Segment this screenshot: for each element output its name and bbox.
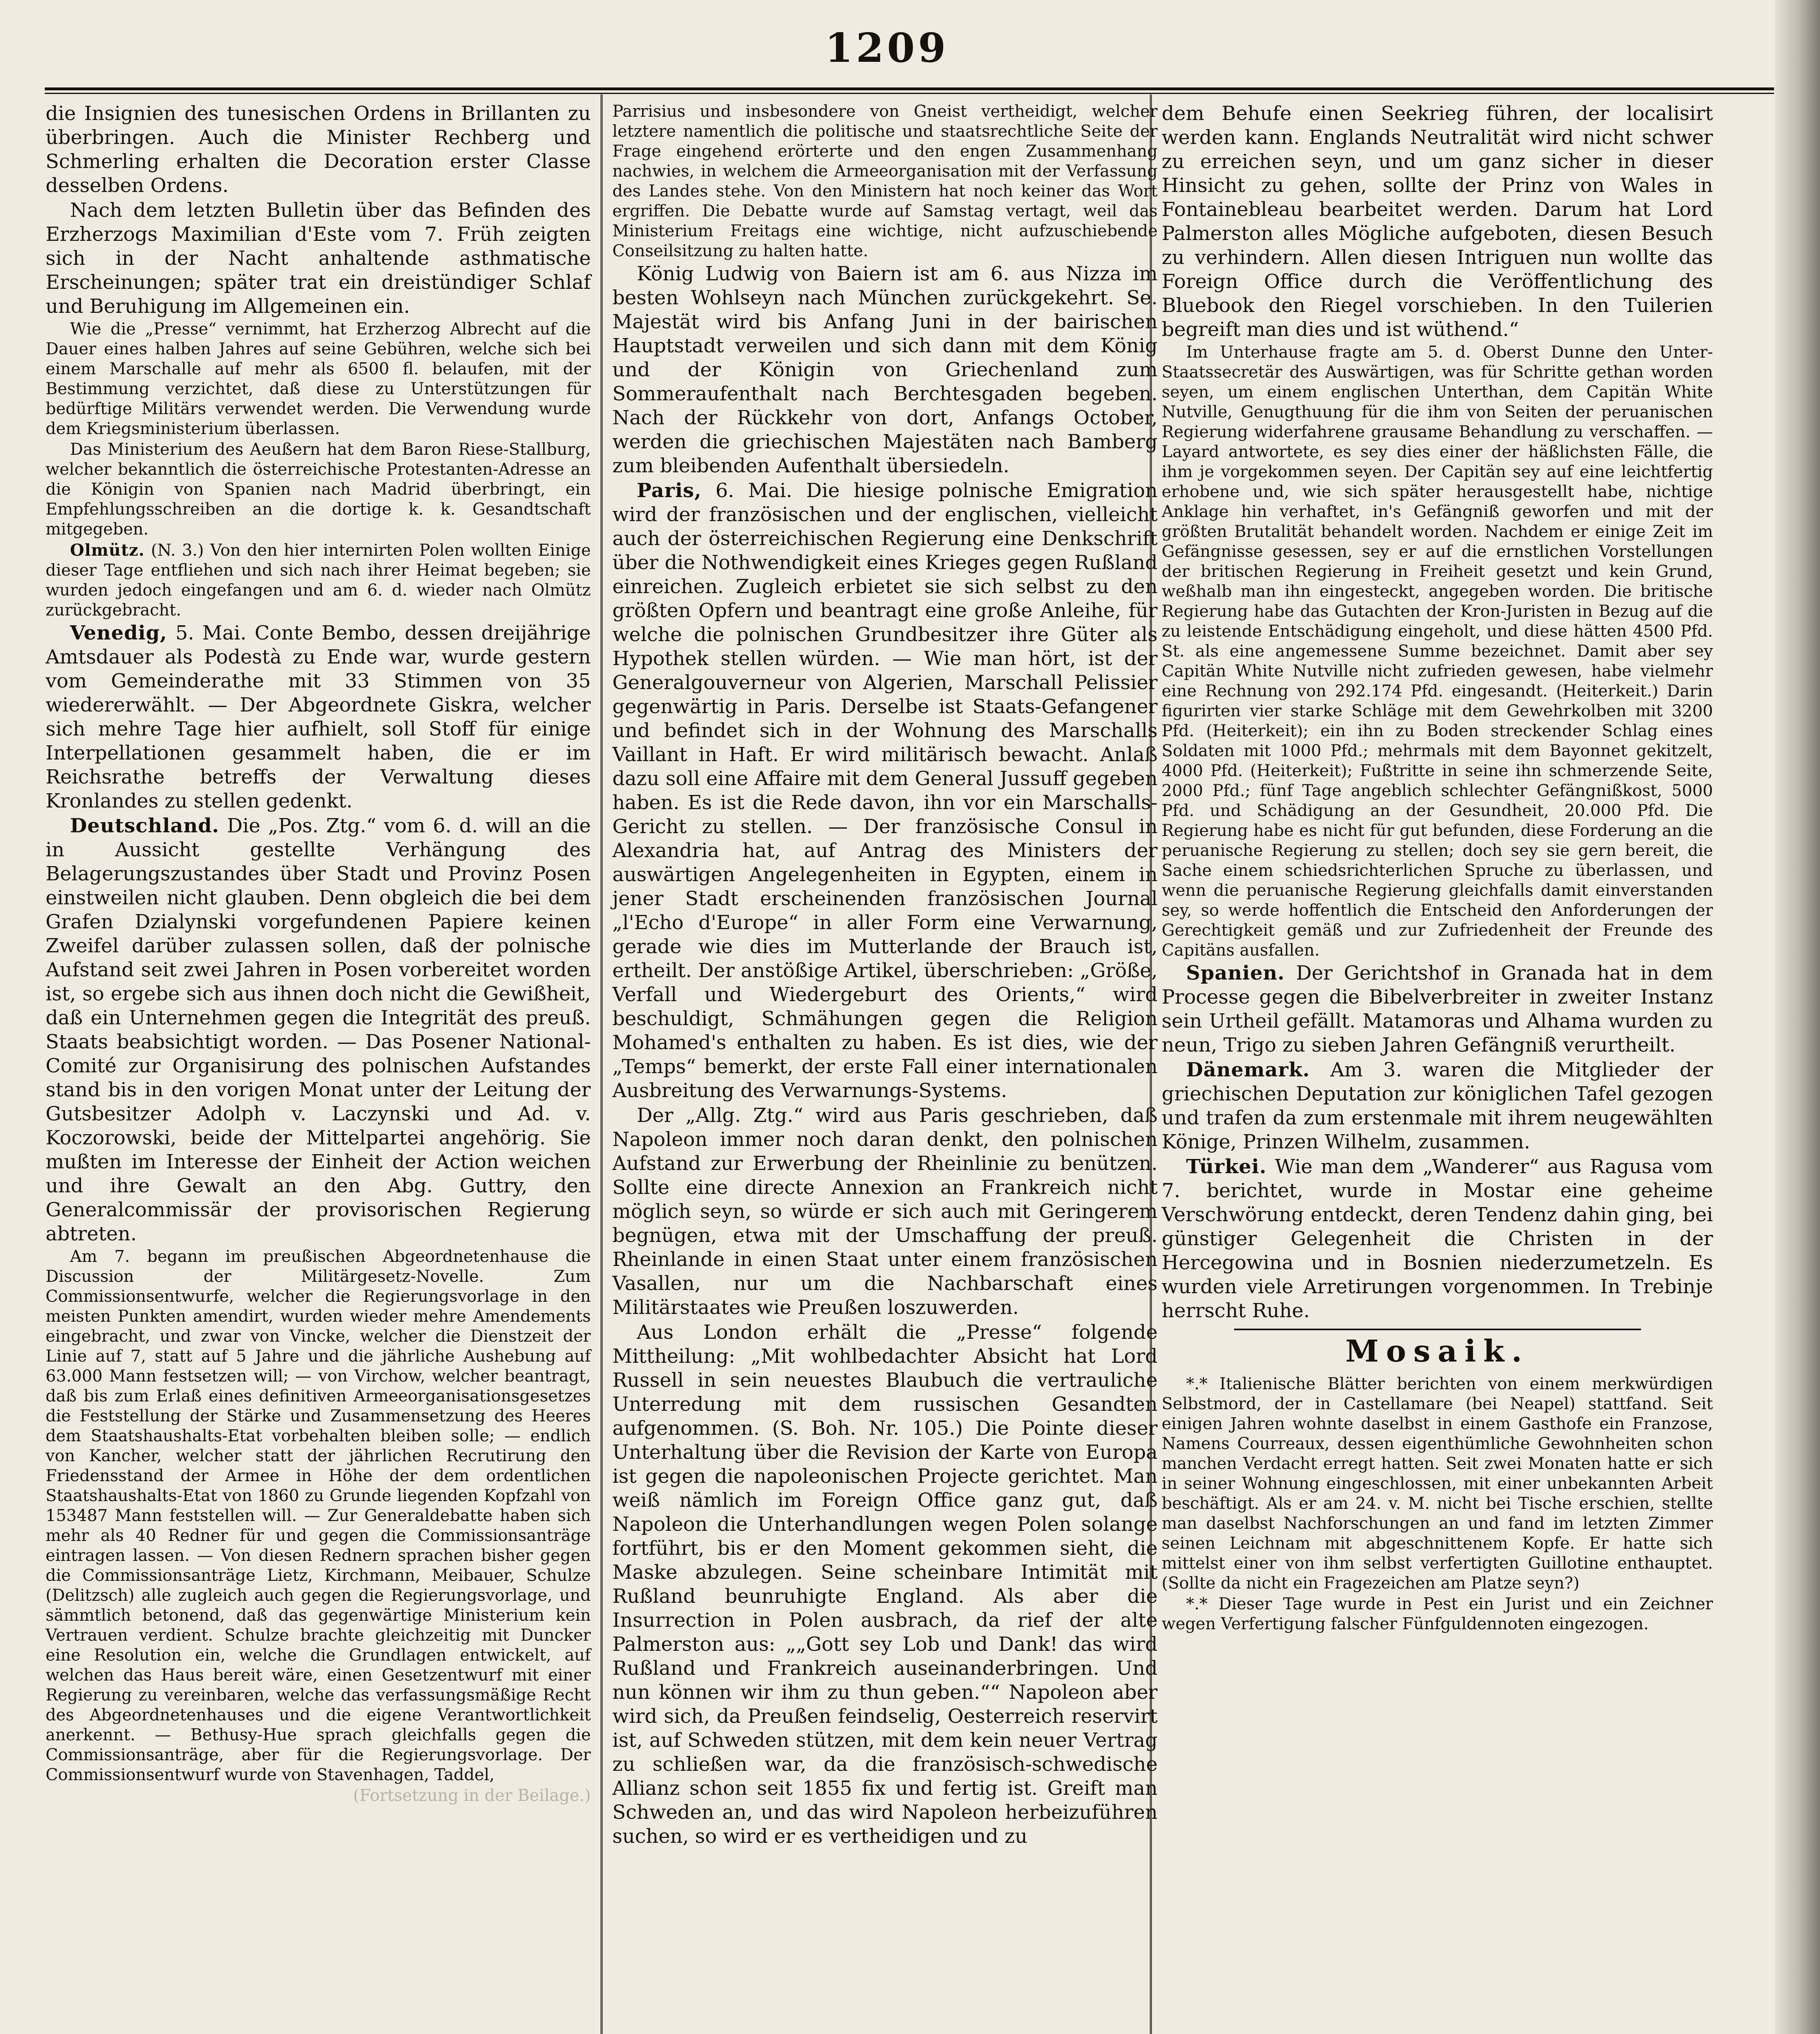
paragraph-text: 6. Mai. Die hiesige polnische Emigration wird der französischen und der englischen, vielleicht auch der österreichischen Regierung eine Denkschrift über die Nothwendigkeit eines Krieges gegen Rußland einreichen. Zugleich erbietet sie sich selbst zu den größten Opfern und beantragt eine große Anleihe, für welche die polnischen Grundbesitzer ihre Güter als Hypothek stellen würden. — Wie man hört, ist der Generalgouverneur von Algerien, Marschall Pelissier gegenwärtig in Paris. Derselbe ist Staats-Gefangener und befindet sich in der Wohnung des Marschalls Vaillant in Haft. Er wird militärisch bewacht. Anlaß dazu soll eine Affaire mit dem General Jussuff gegeben haben. Es ist die Rede davon, ihn vor ein Marschalls-Gericht zu stellen. — Der französische Consul in Alexandria hat, auf Antrag des Ministers der auswärtigen Angelegenheiten in Egypten, einem in jener Stadt erscheinenden französischen Journal „l'Echo d'Europe“ in aller Form eine Verwarnung, gerade wie dies im Mutterlande der Brauch ist, ertheilt. Der anstößige Artikel, überschrieben: „Größe, Verfall und Wiedergeburt des Orients,“ wird beschuldigt, Schmähungen gegen die Religion Mohamed's enthalten zu haben. Es ist dies, wie der „Temps“ bemerkt, der erste Fall einer internationalen Ausbreitung des Verwarnungs-Systems. (612, 479, 1158, 1102)
article-paragraph (1162, 343, 1713, 960)
dateline: Deutschland. (70, 814, 219, 837)
paragraph-text: 5. Mai. Conte Bembo, dessen dreijährige Amtsdauer als Podestà zu Ende war, wurde gestern vom Gemeinderathe mit 33 Stimmen von 35 wiedererwählt. — Der Abgeordnete Giskra, welcher sich mehre Tage hier aufhielt, soll Stoff für einige Interpellationen gesammelt haben, die er im Reichsrathe betreffs der Verwaltung dieses Kronlandes zu stellen gedenkt. (46, 622, 591, 812)
article-paragraph (1162, 102, 1713, 342)
article-paragraph (1162, 961, 1713, 1057)
paragraph-text: Nach dem letzten Bulletin über das Befinden des Erzherzogs Maximilian d'Este vom 7. Früh zeigten sich in der Nacht anhaltende asthmatische Erscheinungen; später trat ein dreistündiger Schlaf und Beruhigung im Allgemeinen ein. (46, 199, 591, 318)
paragraph-text: *.* Italienische Blätter berichten von einem merkwürdigen Selbstmord, der in Castellamare (bei Neapel) stattfand. Seit einigen Jahren wohnte daselbst in einem Gasthofe ein Franzose, Namens Courreaux, dessen eigenthümliche Gewohnheiten schon manchen Verdacht erregt hatten. Seit zwei Monaten hatte er sich in seiner Wohnung eingeschlossen, mit einer unbekannten Arbeit beschäftigt. Als er am 24. v. M. nicht bei Tische erschien, stellte man daselbst Nachforschungen an und fand im letzten Zimmer seinen Leichnam mit abgeschnittenem Kopfe. Er hatte sich mittelst einer von ihm selbst verfertigten Guillotine enthauptet. (Sollte da nicht ein Fragezeichen am Platze seyn?) (1162, 1375, 1713, 1593)
article-paragraph (46, 540, 591, 620)
article-paragraph (46, 199, 591, 319)
column-1 (46, 102, 591, 1806)
paragraph-text: König Ludwig von Baiern ist am 6. aus Nizza im besten Wohlseyn nach München zurückgekehrt. Se. Majestät wird bis Anfang Juni in der bairischen Hauptstadt verweilen und sich dann mit dem König und der Königin von Griechenland zum Sommeraufenthalt nach Berchtesgaden begeben. Nach der Rückkehr von dort, Anfangs October, werden die griechischen Majestäten nach Bamberg zum bleibenden Aufenthalt übersiedeln. (612, 262, 1158, 477)
column-3 (1162, 102, 1713, 1635)
article-paragraph (1162, 1155, 1713, 1323)
dateline: Olmütz. (70, 541, 145, 560)
column-divider (601, 94, 603, 2034)
paragraph-text: Aus London erhält die „Presse“ folgende Mittheilung: „Mit wohlbedachter Absicht hat Lord Russell in sein neuestes Blaubuch die vertrauliche Unterredung mit dem russischen Gesandten aufgenommen. (S. Boh. Nr. 105.) Die Pointe dieser Unterhaltung über die Revision der Karte von Europa ist gegen die napoleonischen Projecte gerichtet. Man weiß nämlich im Foreign Office ganz gut, daß Napoleon die Unterhandlungen wegen Polen solange fortführt, bis er den Moment gekommen sieht, die Maske abzulegen. Seine scheinbare Intimität mit Rußland beunruhigte England. Als aber die Insurrection in Polen ausbrach, da rief der alte Palmerston aus: „„Gott sey Lob und Dank! das wird Rußland und Frankreich auseinanderbringen. Und nun können wir ihm zu thun geben.““ Napoleon aber wird sich, da Preußen feindselig, Oesterreich reservirt ist, auf Schweden stützen, mit dem kein neuer Vertrag zu schließen war, da die französisch-schwedische Allianz schon seit 1855 fix und fertig ist. Greift man Schweden an, und das wird Napoleon herbeizuführen suchen, so wird er es vertheidigen und zu (612, 1321, 1158, 1848)
paragraph-text: die Insignien des tunesischen Ordens in Brillanten zu überbringen. Auch die Minister Rechberg und Schmerling erhalten die Decoration erster Classe desselben Ordens. (46, 102, 591, 197)
paragraph-text: dem Behufe einen Seekrieg führen, der localisirt werden kann. Englands Neutralität wird nicht schwer zu erreichen seyn, und um ganz sicher in dieser Hinsicht zu gehen, sollte der Prinz von Wales in Fontainebleau bearbeitet werden. Darum hat Lord Palmerston alles Mögliche aufgeboten, diesen Besuch zu verhindern. Allen diesen Intriguen nun wollte das Foreign Office durch die Veröffentlichung des Bluebook den Riegel vorschieben. In den Tuilerien begreift man dies und ist wüthend.“ (1162, 102, 1713, 341)
paragraph-text: (N. 3.) Von den hier internirten Polen wollten Einige dieser Tage entfliehen und sich nach ihrer Heimat begeben; sie wurden jedoch eingefangen und am 6. d. wieder nach Olmütz zurückgebracht. (46, 541, 591, 620)
article-paragraph (612, 102, 1158, 261)
article-paragraph (612, 479, 1158, 1103)
page-edge-shadow (1775, 0, 1820, 2034)
dateline: Paris, (637, 479, 702, 502)
paragraph-text: Die „Pos. Ztg.“ vom 6. d. will an die in Aussicht gestellte Verhängung des Belagerungszustandes über Stadt und Provinz Posen einstweilen nicht glauben. Denn obgleich die bei dem Grafen Dzialynski vorgefundenen Papiere keinen Zweifel darüber zulassen sollen, daß der polnische Aufstand seit zwei Jahren in Posen vorbereitet worden ist, so ergebe sich aus ihnen doch nicht die Gewißheit, daß ein Unternehmen gegen die Integrität des preuß. Staats beabsichtigt worden. — Das Posener National-Comité zur Organisirung des polnischen Aufstandes stand bis in den vorigen Monat unter der Leitung der Gutsbesitzer Adolph v. Laczynski und Ad. v. Koczorowski, beide der Mittelpartei angehörig. Sie mußten im Interesse der Einheit der Action weichen und ihre Gewalt an den Abg. Guttry, den Generalcommissär der provisorischen Regierung abtreten. (46, 814, 591, 1245)
continuation-note: (Fortsetzung in der Beilage.) (353, 1786, 591, 1805)
paragraph-text: Wie man dem „Wanderer“ aus Ragusa vom 7. berichtet, wurde in Mostar eine geheime Verschwörung entdeckt, deren Tendenz dahin ging, bei günstiger Gelegenheit die Christen in der Hercegowina und in Bosnien niederzumetzeln. Es wurden viele Arretirungen vorgenommen. In Trebinje herrscht Ruhe. (1162, 1155, 1713, 1322)
dateline: Spanien. (1186, 962, 1285, 984)
article-paragraph (612, 1104, 1158, 1320)
header-rule (45, 87, 1774, 94)
dateline: Dänemark. (1186, 1058, 1310, 1081)
mosaik-heading: Mosaik. (1345, 1334, 1529, 1369)
paragraph-text: Das Ministerium des Aeußern hat dem Baron Riese-Stallburg, welcher bekanntlich die österreichische Protestanten-Adresse an die Königin von Spanien nach Madrid überbringt, ein Empfehlungsschreiben an die dortige k. k. Gesandtschaft mitgegeben. (46, 440, 591, 539)
article-paragraph (1162, 1058, 1713, 1154)
paragraph-text: Im Unterhause fragte am 5. d. Oberst Dunne den Unter-Staatssecretär des Auswärtigen, was für Schritte gethan worden seyen, um einem englischen Unterthan, dem Capitän White Nutville, Genugthuung für die ihm von Seiten der peruanischen Regierung widerfahrene grausame Behandlung zu verschaffen. — Layard antwortete, es sey dies einer der häßlichsten Fälle, die ihm je vorgekommen seyen. Der Capitän sey auf eine leichtfertig erhobene und, wie sich später herausgestellt habe, nichtige Anklage hin verhaftet, in's Gefängniß geworfen und mit der größten Brutalität behandelt worden. Nachdem er einige Zeit im Gefängnisse gesessen, sey er auf die ernstlichen Vorstellungen der britischen Regierung in Freiheit gesetzt und kein Grund, weßhalb man ihn eingesteckt, angegeben worden. Die britische Regierung habe das Gutachten der Kron-Juristen in Bezug auf die zu leistende Entschädigung eingeholt, und diese hätten 4500 Pfd. St. als eine angemessene Summe bezeichnet. Damit aber sey Capitän White Nutville nicht zufrieden gewesen, habe vielmehr eine Rechnung von 292.174 Pfd. eingesandt. (Heiterkeit.) Darin figurirten vier starke Schläge mit dem Gewehrkolben mit 3200 Pfd. (Heiterkeit); ein ihn zu Boden streckender Schlag eines Soldaten mit 1000 Pfd.; mehrmals mit dem Bayonnet gekitzelt, 4000 Pfd. (Heiterkeit); Fußtritte in seine ihn schmerzende Seite, 2000 Pfd.; fünf Tage angeblich schlechter Gefängnißkost, 5000 Pfd. und Schädigung an der Gesundheit, 20.000 Pfd. Die Regierung habe es nicht für gut befunden, diese Forderung an die peruanische Regierung zu stellen; doch sey sie gern bereit, die Sache einem schiedsrichterlichen Spruche zu überlassen, und wenn die peruanische Regierung gleichfalls damit einverstanden sey, so werde hoffentlich die Entscheid den Anforderungen der Gerechtigkeit gemäß und zur Zufriedenheit der Freunde des Capitäns ausfallen. (1162, 343, 1713, 960)
dateline: Venedig, (70, 622, 167, 644)
paragraph-text: Parrisius und insbesondere von Gneist vertheidigt, welcher letztere namentlich die politische und staatsrechtliche Seite der Frage eingehend erörterte und den engen Zusammenhang nachwies, in welchem die Armeeorganisation mit der Verfassung des Landes stehe. Von den Ministern hat noch keiner das Wort ergriffen. Die Debatte wurde auf Samstag vertagt, weil das Ministerium Freitags eine wichtige, nicht aufzuschiebende Conseilsitzung zu halten hatte. (612, 102, 1158, 260)
paragraph-text: Am 7. begann im preußischen Abgeordnetenhause die Discussion der Militärgesetz-Novelle. Zum Commissionsentwurfe, welcher die Regierungsvorlage in den meisten Punkten amendirt, wurden wieder mehre Amendements eingebracht, und zwar von Vincke, welcher die Dienstzeit der Linie auf 7, statt auf 5 Jahre und die jährliche Aushebung auf 63.000 Mann festsetzen will; — von Virchow, welcher beantragt, daß bis zum Erlaß eines definitiven Armeeorganisationsgesetzes die Feststellung der Stärke und Zusammensetzung des Heeres dem Staatshaushalts-Etat vorbehalten bleiben solle; — endlich von Kancher, welcher statt der jährlichen Recrutirung den Friedensstand der Armee in Höhe der dem ordentlichen Staatshaushalts-Etat von 1860 zu Grunde liegenden Kopfzahl von 153487 Mann feststellen will. — Zur Generaldebatte haben sich mehr als 40 Redner für und gegen die Commissionsanträge eintragen lassen. — Von diesen Rednern sprachen bisher gegen die Commissionsanträge Lietz, Kirchmann, Meibauer, Schulze (Delitzsch) alle zugleich auch gegen die Regierungsvorlage, und sämmtlich betonend, daß das gegenwärtige Ministerium kein Vertrauen verdient. Schulze brachte gleichzeitig mit Duncker eine Resolution ein, welche die Grundlagen entwickelt, auf welchen das Haus bereit wäre, einen Gesetzentwurf mit einer Regierung zu vereinbaren, welche das verfassungsmäßige Recht des Abgeordnetenhauses und die eigene Verantwortlichkeit anerkennt. — Bethusy-Hue sprach gleichfalls gegen die Commissionsanträge, aber für die Regierungsvorlage. Der Commissionsentwurf wurde von Stavenhagen, Taddel, (46, 1247, 591, 1784)
paragraph-text: Der „Allg. Ztg.“ wird aus Paris geschrieben, daß Napoleon immer noch daran denkt, den polnischen Aufstand zur Erwerbung der Rheinlinie zu benützen. Sollte eine directe Annexion an Frankreich nicht möglich seyn, so würde er sich auch mit Geringerem begnügen, etwa mit der Umschaffung der preuß. Rheinlande in einen Staat unter einem französischen Vasallen, nur um die Nachbarschaft eines Militärstaates wie Preußen loszuwerden. (612, 1104, 1158, 1319)
article-paragraph (1162, 1374, 1713, 1593)
paragraph-text: Wie die „Presse“ vernimmt, hat Erzherzog Albrecht auf die Dauer eines halben Jahres auf seine Gebühren, welche sich bei einem Marschalle auf mehr als 6500 fl. belaufen, mit der Bestimmung verzichtet, daß diese zu Unterstützungen für bedürftige Militärs verwendet werden. Die Verwendung wurde dem Kriegsministerium überlassen. (46, 320, 591, 438)
article-paragraph (46, 1247, 591, 1785)
column-2 (612, 102, 1158, 1849)
article-paragraph (1162, 1594, 1713, 1634)
paragraph-text: Der Gerichtshof in Granada hat in dem Processe gegen die Bibelverbreiter in zweiter Instanz sein Urtheil gefällt. Matamoras und Alhama wurden zu neun, Trigo zu sieben Jahren Gefängniß verurtheilt. (1162, 962, 1713, 1056)
paragraph-text: *.* Dieser Tage wurde in Pest ein Jurist und ein Zeichner wegen Verfertigung falscher Fünfguldennoten eingezogen. (1162, 1595, 1713, 1633)
article-paragraph (612, 262, 1158, 478)
article-paragraph (46, 621, 591, 813)
article-paragraph (612, 1320, 1158, 1848)
dateline: Türkei. (1186, 1155, 1267, 1178)
article-paragraph (46, 319, 591, 439)
section-rule (1234, 1329, 1641, 1330)
article-paragraph (46, 440, 591, 539)
article-paragraph (46, 102, 591, 198)
page-number: 1209 (825, 25, 949, 72)
paragraph-text: Am 3. waren die Mitglieder der griechischen Deputation zur königlichen Tafel gezogen und trafen da zum erstenmale mit ihrem neugewählten Könige, Prinzen Wilhelm, zusammen. (1162, 1058, 1713, 1153)
article-paragraph (46, 814, 591, 1246)
